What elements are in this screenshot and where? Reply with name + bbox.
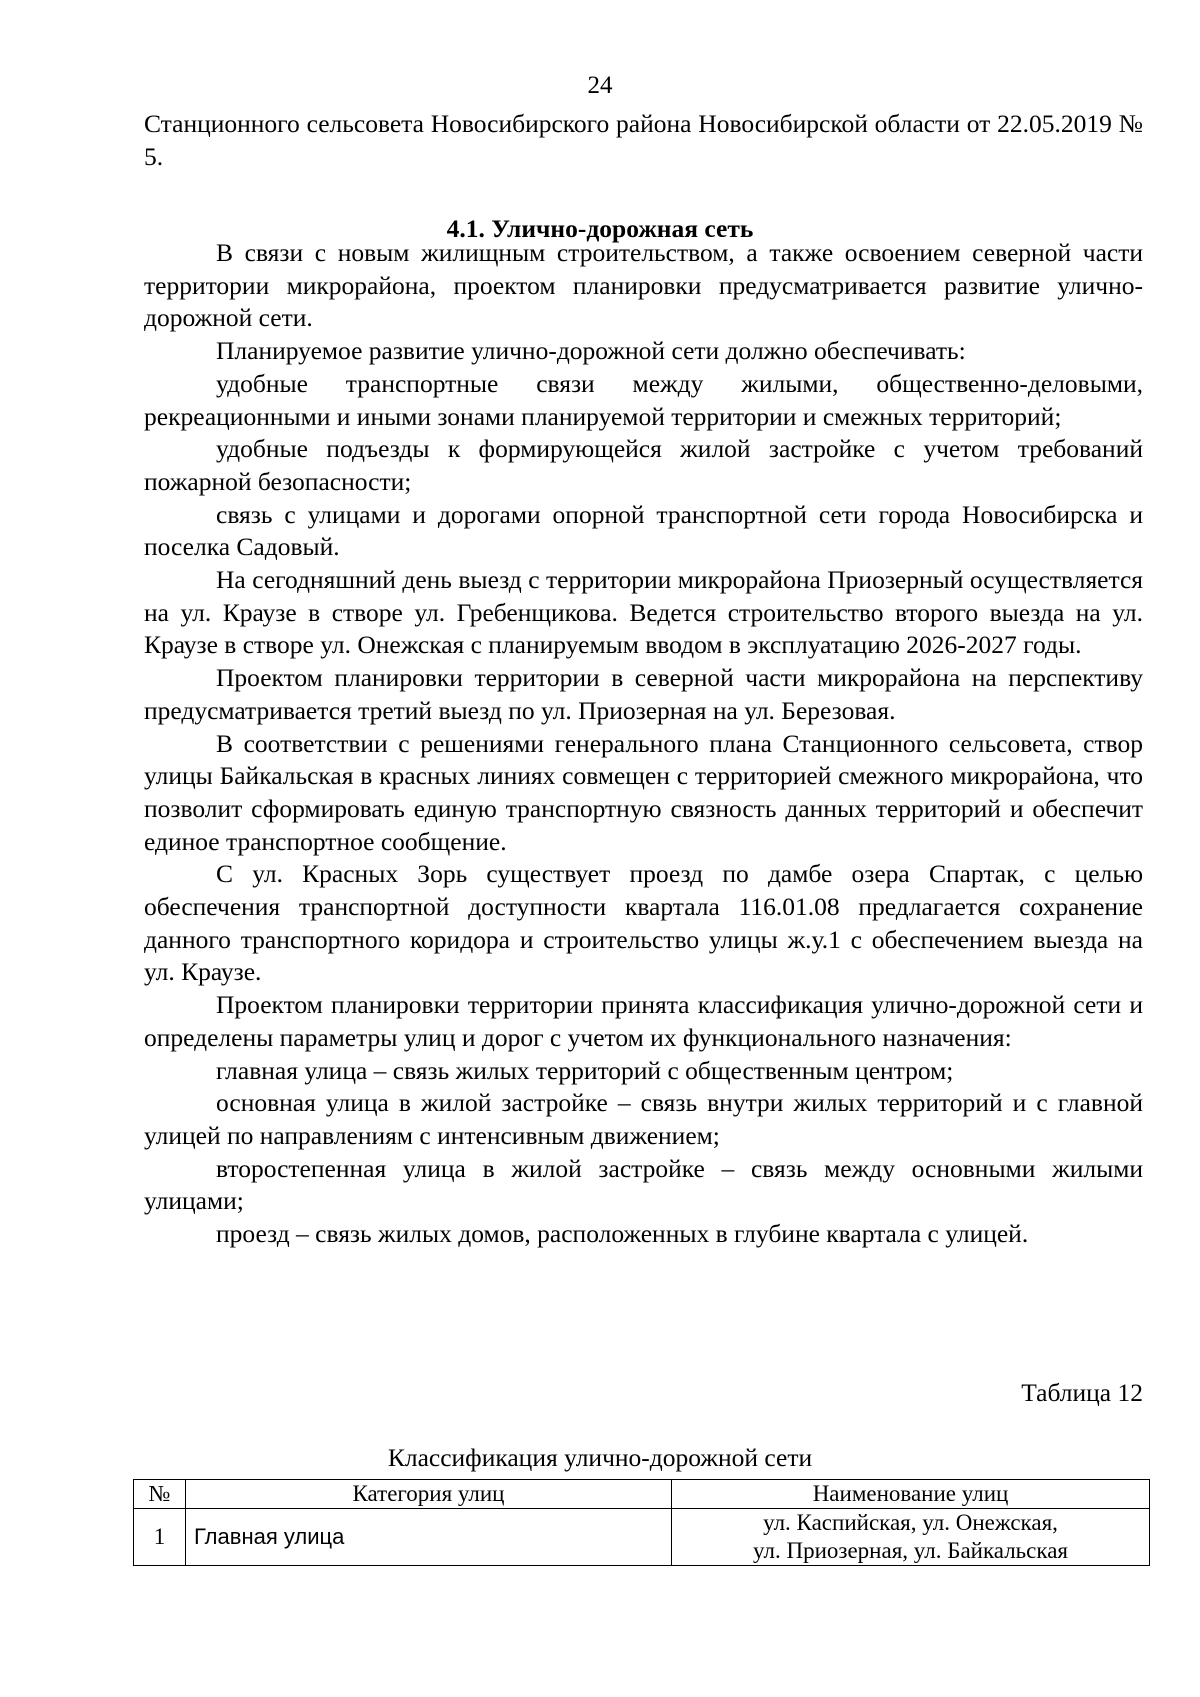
table-header-row <box>134 1480 1150 1509</box>
list-item: связь с улицами и дорогами опорной транспортной сети города Новосибирска и поселка Садовый. <box>144 499 1143 562</box>
intro-paragraph: Станционного сельсовета Новосибирского района Новосибирской области от 22.05.2019 № 5. <box>144 109 1143 171</box>
list-item: главная улица – связь жилых территорий с общественным центром; <box>216 1055 954 1085</box>
body-text <box>144 237 1143 1251</box>
header-number: № <box>134 1480 186 1509</box>
page-number: 24 <box>587 72 613 99</box>
row-number: 1 <box>134 1509 186 1566</box>
list-item: второстепенная улица в жилой застройке – связь между основными жилыми улицами; <box>144 1153 1143 1216</box>
table-label: Таблица 12 <box>1021 1378 1143 1407</box>
row-street-names <box>672 1509 1150 1566</box>
row-category: Главная улица <box>186 1509 672 1566</box>
table-row <box>134 1509 1150 1566</box>
header-category: Категория улиц <box>186 1480 672 1509</box>
paragraph: Проектом планировки территории в северной части микрорайона на перспективу предусматривается третий выезд по ул. Приозерная на ул. Березовая. <box>144 663 1143 725</box>
header-street-names: Наименование улиц <box>672 1480 1150 1509</box>
street-names-line: ул. Каспийская, ул. Онежская, <box>763 1510 1058 1535</box>
classification-table <box>133 1479 1150 1566</box>
paragraph: С ул. Красных Зорь существует проезд по дамбе озера Спартак, с целью обеспечения транспортной доступности квартала 116.01.08 предлагается сохранение данного транспортного коридора и строительство улицы ж.у.1 с обеспечением выезда на ул. Краузе. <box>144 859 1143 987</box>
table-title: Классификация улично-дорожной сети <box>387 1443 813 1472</box>
street-names-line: ул. Приозерная, ул. Байкальская <box>753 1538 1068 1563</box>
list-item: удобные подъезды к формирующейся жилой застройке с учетом требований пожарной безопасности; <box>144 434 1143 496</box>
paragraph: Проектом планировки территории принята классификация улично-дорожной сети и определены параметры улиц и дорог с учетом их функционального назначения: <box>144 990 1143 1052</box>
paragraph: В связи с новым жилищным строительством, а также освоением северной части территории микрорайона, проектом планировки предусматривается развитие улично-дорожной сети. <box>144 238 1143 333</box>
list-item: проезд – связь жилых домов, расположенных в глубине квартала с улицей. <box>216 1219 1029 1249</box>
list-item: основная улица в жилой застройке – связь внутри жилых территорий и с главной улицей по направлениям с интенсивным движением; <box>144 1088 1143 1150</box>
intro-block <box>144 108 1143 173</box>
list-item: удобные транспортные связи между жилыми, общественно-деловыми, рекреационными и иными зонами планируемой территории и смежных территорий; <box>144 368 1143 431</box>
paragraph: На сегодняшний день выезд с территории микрорайона Приозерный осуществляется на ул. Краузе в створе ул. Гребенщикова. Ведется строительство второго выезда на ул. Краузе в створе ул. Онежская с планируемым вводом в эксплуатацию 2026-2027 годы. <box>144 565 1143 660</box>
paragraph: В соответствии с решениями генерального плана Станционного сельсовета, створ улицы Байкальская в красных линиях совмещен с территорией смежного микрорайона, что позволит сформировать единую транспортную связность данных территорий и обеспечит единое транспортное сообщение. <box>144 728 1143 856</box>
section-heading: 4.1. Улично-дорожная сеть <box>446 214 754 243</box>
paragraph: Планируемое развитие улично-дорожной сети должно обеспечивать: <box>216 336 966 366</box>
